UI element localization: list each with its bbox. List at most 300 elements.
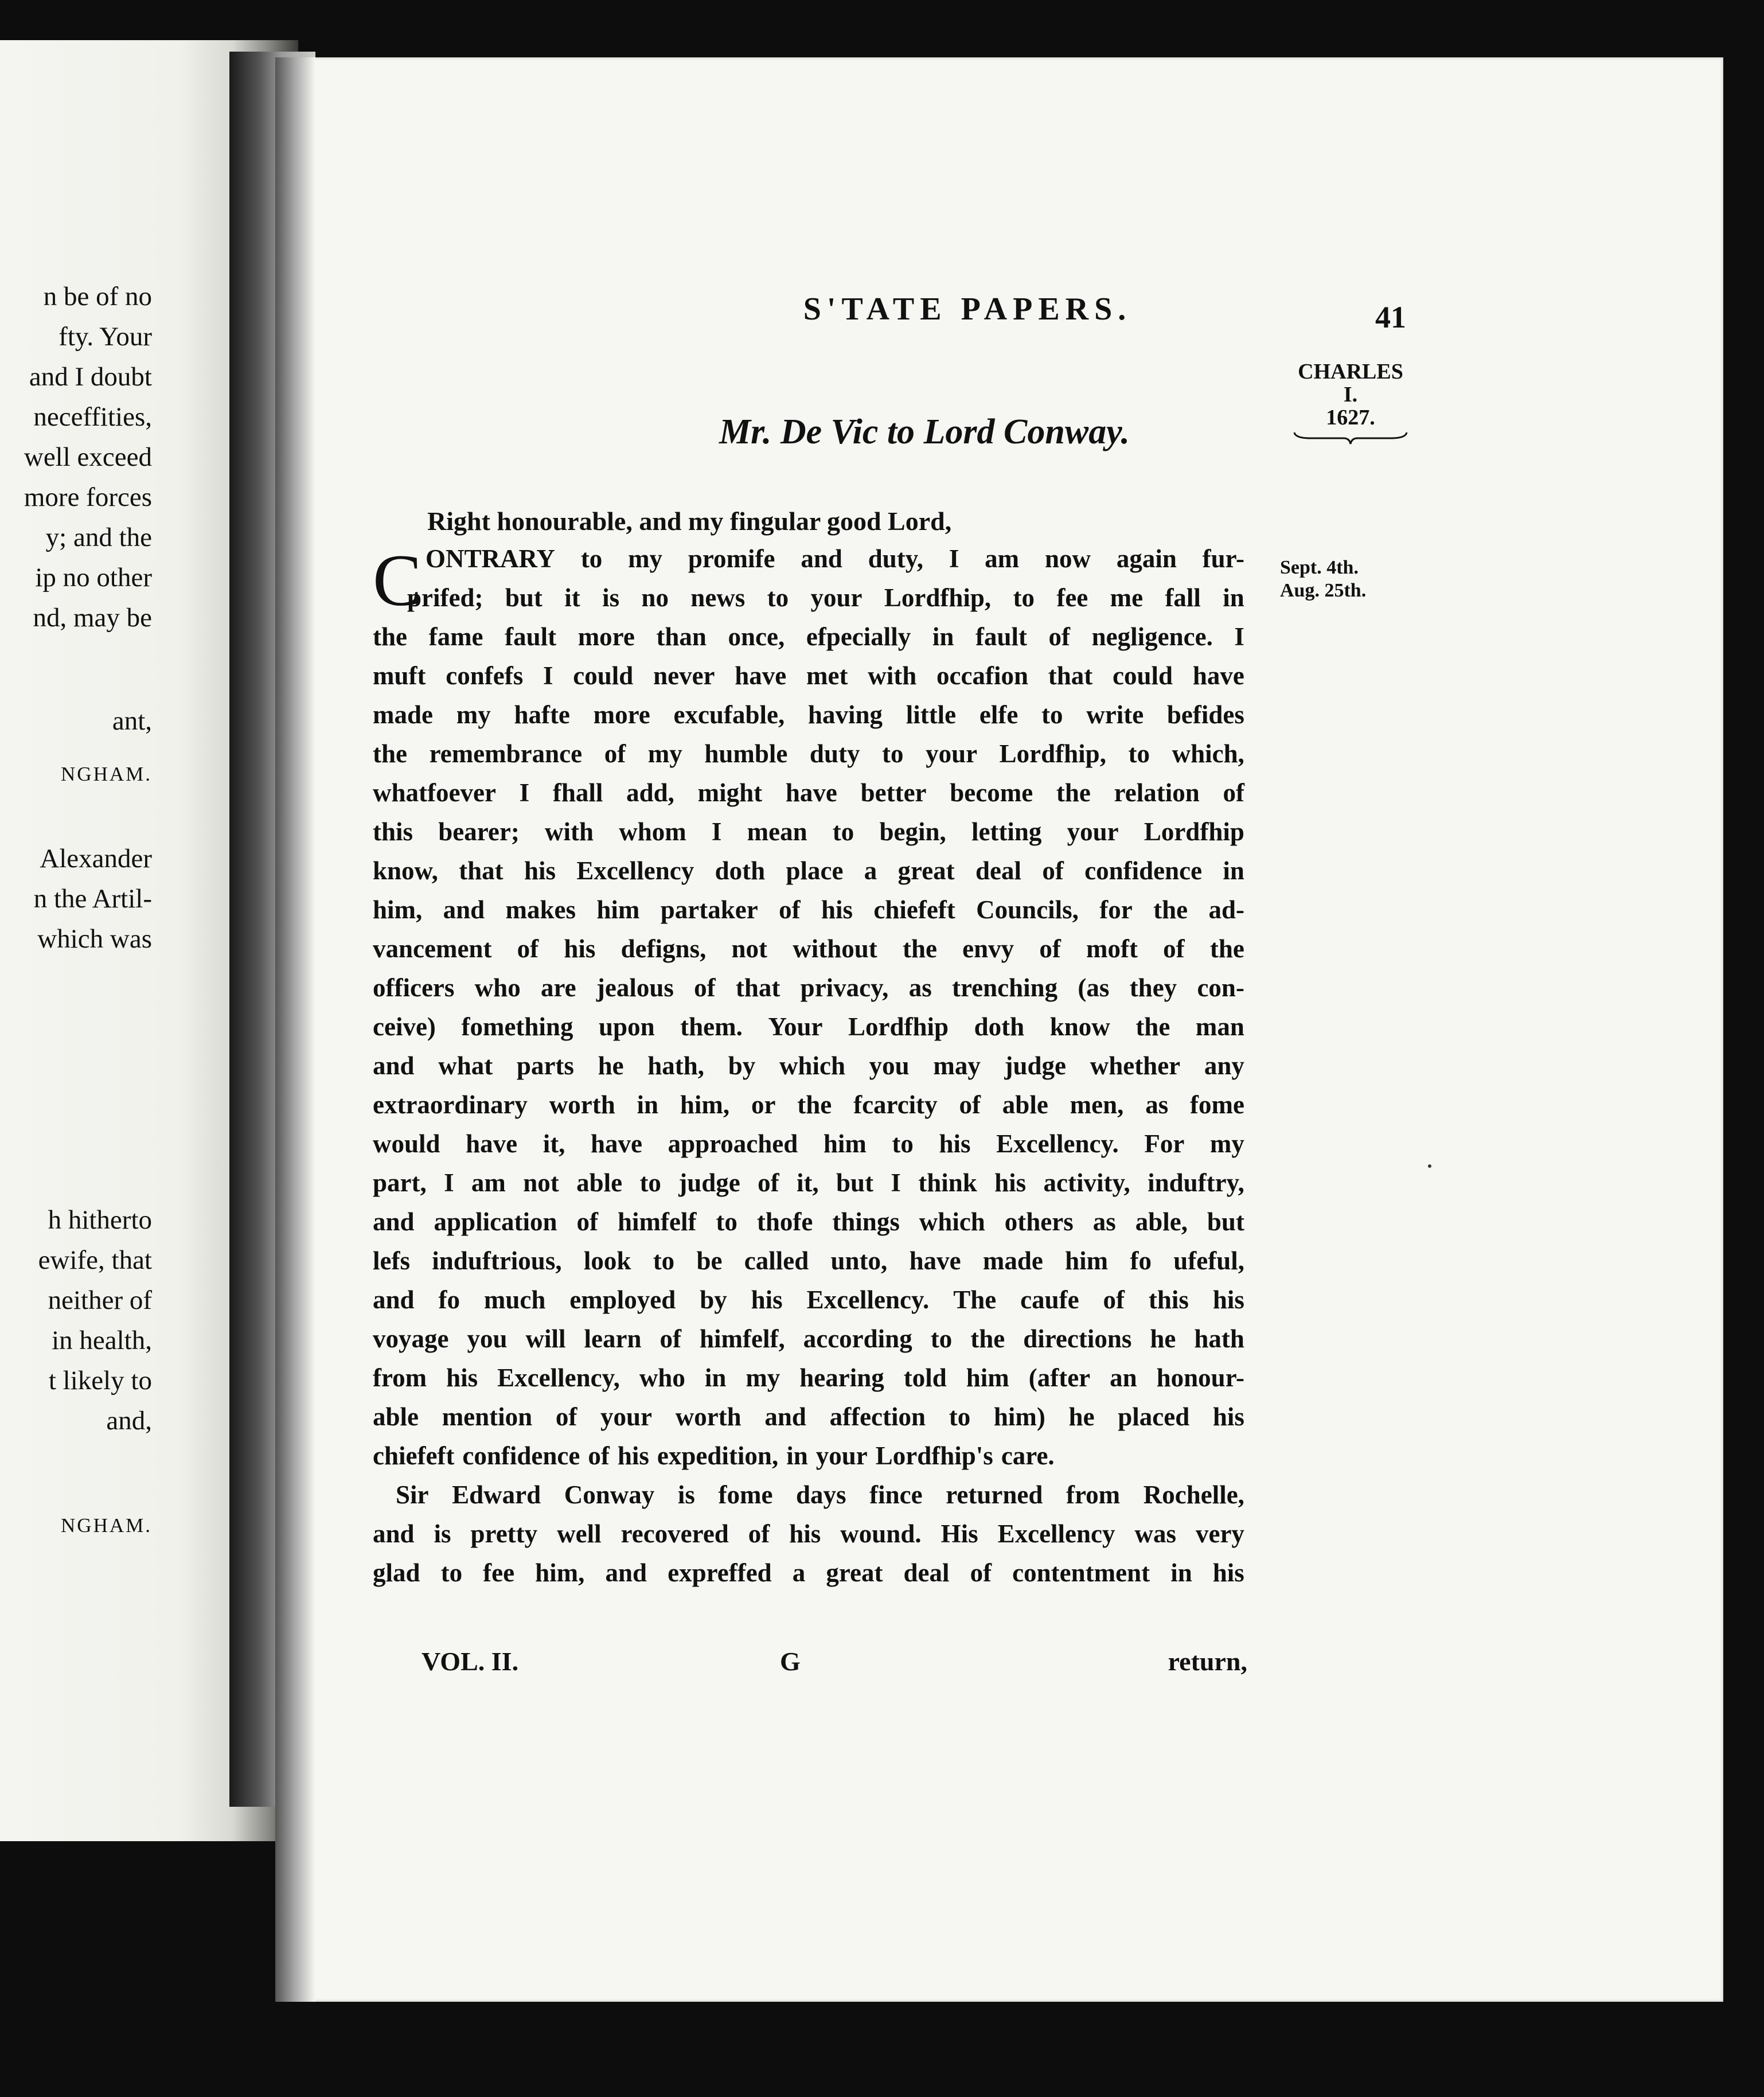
word: fur- [1202, 544, 1244, 573]
word: I [949, 544, 959, 573]
word: his [1212, 1558, 1244, 1587]
word: an [1110, 1363, 1137, 1392]
text-line [373, 1280, 1244, 1319]
word: pretty [470, 1519, 538, 1548]
word: him, [535, 1558, 585, 1587]
word: my [647, 739, 682, 768]
word: of [604, 739, 626, 768]
word: what [438, 1051, 493, 1080]
word: able [1002, 1090, 1048, 1119]
word: have [785, 778, 837, 807]
word: Edward [452, 1480, 541, 1509]
word: in [932, 622, 954, 651]
word: to [716, 1207, 737, 1236]
word: told [903, 1363, 947, 1392]
word: worth [549, 1090, 615, 1119]
word: could [573, 661, 634, 690]
word: prifed; [407, 583, 483, 612]
word: excufable, [673, 700, 785, 729]
word: as [1092, 1207, 1116, 1236]
word: and [373, 1285, 415, 1314]
word: having [807, 700, 883, 729]
word: for [1099, 895, 1133, 924]
word: I [543, 661, 553, 690]
text-line [373, 929, 1244, 968]
word: as [908, 973, 932, 1002]
word: duty [809, 739, 860, 768]
word: I [1234, 622, 1244, 651]
word: honour- [1156, 1363, 1244, 1392]
word: his [939, 1129, 971, 1158]
word: whatfoever [373, 778, 496, 807]
word: Excellency [576, 856, 694, 885]
word: fame [428, 622, 483, 651]
left-page-line: fty. Your [58, 322, 152, 352]
word: and [373, 1051, 415, 1080]
word: it, [796, 1168, 819, 1197]
word: able [576, 1168, 623, 1197]
word: parts [516, 1051, 574, 1080]
word: men, [1070, 1090, 1124, 1119]
word: of [1223, 778, 1244, 807]
left-page-line: ip no other [35, 563, 152, 593]
text-line [373, 695, 1244, 734]
word: caufe [1020, 1285, 1079, 1314]
word: Lordfhip [1144, 817, 1244, 846]
left-page-line: t likely to [48, 1366, 152, 1396]
word: Sir [396, 1480, 429, 1509]
word: he [1150, 1324, 1176, 1353]
word: fomething [461, 1012, 573, 1041]
word: according [803, 1324, 912, 1353]
text-line [373, 656, 1244, 695]
word: to [930, 1324, 953, 1353]
word: my [628, 544, 663, 573]
text-line [373, 1163, 1244, 1202]
word: the [1135, 1012, 1170, 1041]
word: to [882, 739, 904, 768]
word: fome [718, 1480, 773, 1509]
word: met [806, 661, 848, 690]
text-line [373, 1397, 1244, 1436]
word: he [1068, 1402, 1095, 1431]
word: of [588, 1441, 610, 1470]
word: chiefeft [373, 1441, 455, 1470]
word: think [918, 1168, 977, 1197]
text-line [373, 1319, 1244, 1358]
left-page-line: NGHAM. [61, 763, 152, 785]
word: it [564, 583, 580, 612]
word: of [555, 1402, 577, 1431]
word: contentment [1012, 1558, 1150, 1587]
word: humble [704, 739, 788, 768]
word: confidence [1084, 856, 1203, 885]
word: him [596, 895, 640, 924]
word: defigns, [620, 934, 707, 963]
left-page-line: neither of [48, 1285, 152, 1315]
word: approached [668, 1129, 798, 1158]
word: become [950, 778, 1033, 807]
word: the [1153, 895, 1188, 924]
word: add, [626, 778, 674, 807]
word: be [696, 1246, 723, 1275]
word: in [786, 1441, 808, 1470]
word: begin, [879, 817, 946, 846]
word: again [1116, 544, 1177, 573]
word: with [545, 817, 594, 846]
left-page-line: ewife, that [38, 1245, 152, 1275]
text-line [373, 812, 1244, 851]
word: of [779, 895, 801, 924]
word: fault [975, 622, 1027, 651]
word: promife [688, 544, 775, 573]
word: able, [1135, 1207, 1188, 1236]
word: judge [678, 1168, 740, 1197]
word: not [731, 934, 768, 963]
text-line [373, 734, 1244, 773]
word: than [656, 622, 707, 651]
word: but [505, 583, 543, 612]
word: elfe [979, 700, 1018, 729]
word: who [639, 1363, 685, 1392]
word: confefs [446, 661, 524, 690]
word: Excellency [997, 1519, 1115, 1548]
word: you [467, 1324, 508, 1353]
word: confidence [462, 1441, 580, 1470]
left-page-line: Alexander [40, 844, 152, 874]
word: him, [680, 1090, 730, 1119]
word: envy [962, 934, 1014, 963]
word: of [1048, 622, 1071, 651]
word: placed [1118, 1402, 1190, 1431]
word: whom [619, 817, 686, 846]
word: once, [728, 622, 785, 651]
word: is [677, 1480, 695, 1509]
word: I [891, 1168, 901, 1197]
word: of [576, 1207, 599, 1236]
word: very [1195, 1519, 1244, 1548]
word: have [466, 1129, 518, 1158]
text-line [373, 1046, 1244, 1085]
word: much [483, 1285, 546, 1314]
word: to [949, 1402, 971, 1431]
word: thofe [756, 1207, 813, 1236]
word: of [1103, 1285, 1125, 1314]
word: with [868, 661, 917, 690]
book-page [275, 57, 1723, 2002]
volume-label: VOL. II. [422, 1647, 519, 1676]
text-line [373, 1007, 1244, 1046]
word: and [373, 1207, 415, 1236]
word: may [933, 1051, 981, 1080]
word: of [758, 1168, 779, 1197]
word: of [959, 1090, 981, 1119]
word: made [982, 1246, 1043, 1275]
catchword: return, [1168, 1647, 1247, 1676]
word: and [764, 1402, 806, 1431]
word: of [1039, 934, 1061, 963]
word: returned [946, 1480, 1043, 1509]
word: of [970, 1558, 992, 1587]
margin-year: 1627. [1326, 406, 1375, 430]
word: his [524, 856, 556, 885]
word: makes [505, 895, 576, 924]
word: voyage [373, 1324, 449, 1353]
text-line [373, 773, 1244, 812]
word: well [557, 1519, 602, 1548]
word: For [1144, 1129, 1185, 1158]
left-page-line: and, [106, 1406, 152, 1436]
word: news [690, 583, 746, 612]
word: my [746, 1363, 780, 1392]
word: the [1209, 934, 1244, 963]
word: to [653, 1246, 675, 1275]
word: hath [1194, 1324, 1244, 1353]
word: who [474, 973, 521, 1002]
left-page-line: nd, may be [33, 603, 152, 633]
signature-mark: G [780, 1647, 801, 1676]
left-page-line: ant, [112, 706, 152, 736]
word: mention [442, 1402, 533, 1431]
word: a [864, 856, 877, 885]
word: Councils, [976, 895, 1079, 924]
word: they [1129, 973, 1177, 1002]
left-page-line: h hitherto [48, 1205, 152, 1235]
drop-cap: C [373, 540, 422, 621]
word: more [577, 622, 635, 651]
word: me [1110, 583, 1144, 612]
word: to [767, 583, 789, 612]
running-head: S'TATE PAPERS. [803, 291, 1132, 327]
word: I [711, 817, 722, 846]
word: I [444, 1168, 454, 1197]
word: unto, [830, 1246, 888, 1275]
word: himfelf, [700, 1324, 785, 1353]
word: his [446, 1363, 478, 1392]
word: have [909, 1246, 961, 1275]
word: vancement [373, 934, 492, 963]
word: was [1134, 1519, 1177, 1548]
word: deal [975, 856, 1021, 885]
word: now [1044, 544, 1091, 573]
left-page-line: NGHAM. [61, 1514, 152, 1537]
text-line [373, 1085, 1244, 1124]
letter-title: Mr. De Vic to Lord Conway. [719, 412, 1130, 451]
word: as [1145, 1090, 1169, 1119]
word: doth [974, 1012, 1025, 1041]
word: care. [1001, 1441, 1055, 1470]
word: hafte [514, 700, 570, 729]
word: judge [1004, 1051, 1067, 1080]
word: Lordfhip, [884, 583, 992, 612]
word: fo [438, 1285, 460, 1314]
word: officers [373, 973, 455, 1002]
word: himfelf [617, 1207, 697, 1236]
word: him) [993, 1402, 1045, 1431]
word: directions [1023, 1324, 1132, 1353]
word: am [471, 1168, 506, 1197]
left-page-line: more forces [24, 482, 152, 512]
word: the [373, 739, 407, 768]
text-line [373, 1124, 1244, 1163]
word: have [1192, 661, 1244, 690]
word: expedition, [657, 1441, 779, 1470]
word: your [815, 1441, 868, 1470]
word: to [832, 817, 854, 846]
word: that [735, 973, 780, 1002]
word: and [373, 1519, 415, 1548]
word: trenching [951, 973, 1058, 1002]
word: the [902, 934, 937, 963]
word: his [751, 1285, 783, 1314]
word: write [1086, 700, 1144, 729]
word: and [605, 1558, 647, 1587]
word: things [832, 1207, 900, 1236]
left-page-line: neceffities, [33, 402, 152, 432]
word: and [801, 544, 842, 573]
word: The [953, 1285, 997, 1314]
word: bearer; [438, 817, 520, 846]
word: little [906, 700, 957, 729]
word: you [869, 1051, 910, 1080]
word: of [517, 934, 539, 963]
text-line [373, 1241, 1244, 1280]
word: are [540, 973, 576, 1002]
word: application [434, 1207, 557, 1236]
word: induftrious, [432, 1246, 562, 1275]
left-page-line: in health, [52, 1326, 152, 1355]
word: fcarcity [853, 1090, 938, 1119]
word: by [728, 1051, 756, 1080]
word: upon [599, 1012, 655, 1041]
word: Excellency. [806, 1285, 930, 1314]
word: (after [1028, 1363, 1091, 1392]
text-line [373, 1202, 1244, 1241]
word: am [985, 544, 1020, 573]
word: part, [373, 1168, 427, 1197]
text-line [373, 1475, 1244, 1514]
word: whether [1090, 1051, 1181, 1080]
word: my [1209, 1129, 1244, 1158]
word: but [836, 1168, 874, 1197]
word: is [434, 1519, 451, 1548]
word: chiefeft [873, 895, 955, 924]
word: his [821, 895, 853, 924]
word: His [940, 1519, 978, 1548]
word: employed [569, 1285, 676, 1314]
word: better [860, 778, 927, 807]
word: might [697, 778, 763, 807]
word: to [1041, 700, 1063, 729]
word: in [704, 1363, 727, 1392]
word: in [1170, 1558, 1192, 1587]
word: ceive) [373, 1012, 436, 1041]
word: but [1207, 1207, 1244, 1236]
left-page-line: n be of no [43, 282, 152, 311]
word: this [1148, 1285, 1189, 1314]
word: your [810, 583, 863, 612]
word: would [373, 1129, 440, 1158]
text-line [373, 1514, 1244, 1553]
word: I [519, 778, 530, 807]
text-line [373, 1436, 1244, 1475]
word: to [639, 1168, 661, 1197]
word: your [1067, 817, 1119, 846]
word: look [583, 1246, 631, 1275]
word: able [373, 1402, 419, 1431]
word: that [1048, 661, 1093, 690]
word: his [1212, 1402, 1244, 1431]
word: called [744, 1246, 809, 1275]
word: from [373, 1363, 427, 1392]
word: your [600, 1402, 653, 1431]
word: the [970, 1324, 1005, 1353]
word: he [598, 1051, 624, 1080]
word: wound. [840, 1519, 922, 1548]
letter-body [373, 539, 1244, 1592]
word: induftry, [1148, 1168, 1244, 1197]
word: his [789, 1519, 821, 1548]
word: his [617, 1441, 649, 1470]
word: of [1042, 856, 1064, 885]
word: never [653, 661, 715, 690]
word: or [751, 1090, 776, 1119]
text-line [373, 578, 1244, 617]
word: expreffed [668, 1558, 772, 1587]
word: Excellency. [996, 1129, 1119, 1158]
word: him [966, 1363, 1009, 1392]
paper-speck [1428, 1164, 1431, 1168]
word: great [897, 856, 955, 885]
word: to [440, 1558, 463, 1587]
text-line [373, 539, 1244, 578]
word: this [373, 817, 413, 846]
word: more [593, 700, 650, 729]
word: of [748, 1519, 770, 1548]
text-line [373, 1358, 1244, 1397]
word: in [1223, 856, 1244, 885]
word: from [1066, 1480, 1121, 1509]
word: the [797, 1090, 832, 1119]
word: affection [829, 1402, 926, 1431]
word: have [591, 1129, 642, 1158]
word: the [1056, 778, 1091, 807]
word: con- [1197, 973, 1244, 1002]
left-page-line: y; and the [45, 523, 152, 552]
text-line [373, 851, 1244, 890]
word: doth [715, 856, 766, 885]
word: lefs [373, 1246, 410, 1275]
word: learn [584, 1324, 642, 1353]
left-page-line: well exceed [24, 442, 152, 472]
word: hearing [799, 1363, 884, 1392]
page-gutter-shade [275, 57, 315, 2002]
word: privacy, [800, 973, 889, 1002]
text-line [373, 890, 1244, 929]
word: my [456, 700, 491, 729]
word: fall [1165, 583, 1201, 612]
word: relation [1114, 778, 1200, 807]
page-footer [422, 1646, 1247, 1686]
word: no [641, 583, 669, 612]
word: fault [505, 622, 557, 651]
word: him [1065, 1246, 1109, 1275]
word: it, [543, 1129, 565, 1158]
word: fhall [552, 778, 603, 807]
word: deal [903, 1558, 950, 1587]
margin-regnal: I. [1343, 383, 1358, 407]
word: days [796, 1480, 846, 1509]
